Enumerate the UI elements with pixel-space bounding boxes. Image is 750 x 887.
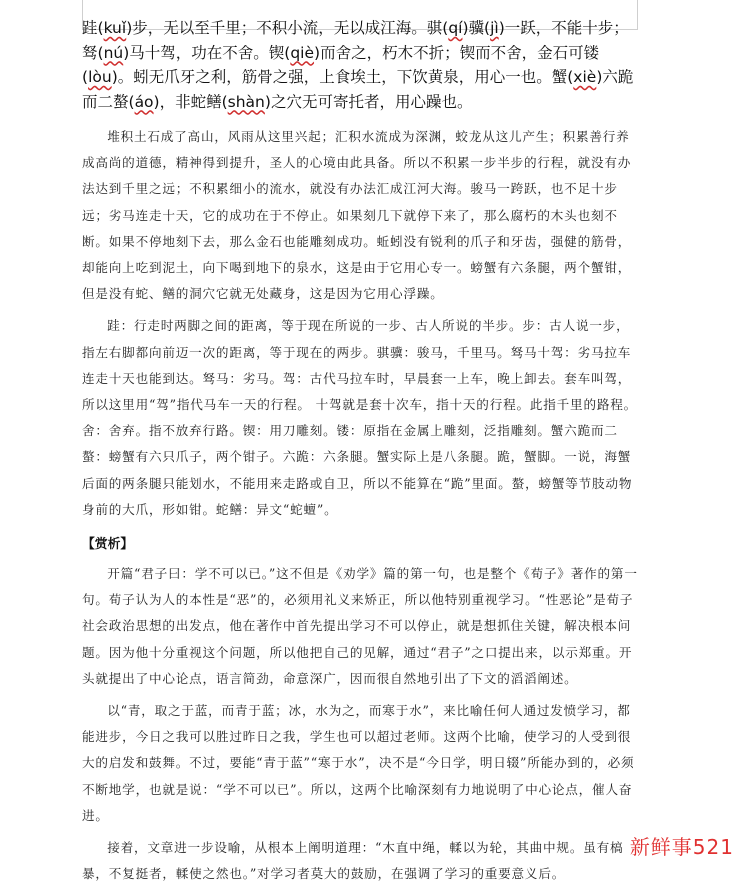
original-text-segment: )而舍之，朽木不折；锲而不舍，金石可镂(	[82, 43, 600, 86]
original-text-segment: )六跪而二螯(	[82, 68, 634, 111]
original-text-segment: )，非蛇鳝(	[153, 92, 228, 111]
original-text-segment: 跬(	[82, 19, 104, 37]
analysis-paragraph-1: 开篇“君子曰：学不可以已。”这不但是《劝学》篇的第一句，也是整个《荀子》著作的第一句。荀子认为人的本性是“恶”的，必须用礼义来矫正，所以他特别重视学习。“性恶论”是荀子社会政治思想的出发点，他在著作中首先提出学习不可以停止，就是想抓住关键，解决根本问题。因为他十分重视这个问题，所以他把自己的见解，通过“君子”之口提出来，以示郑重。开头就提出了中心论点，语言简劲，命意深广，因而很自然地引出了下文的滔滔阐述。	[82, 566, 638, 686]
pinyin-annotation: qiè	[290, 43, 315, 62]
pinyin-annotation: jì	[490, 19, 499, 37]
original-text-segment: )步，无以至千里；不积小流，无以成江海。骐(	[126, 19, 449, 37]
pinyin-annotation: lòu	[88, 68, 112, 86]
analysis-paragraph-3: 接着，文章进一步设喻，从根本上阐明道理：“木直中绳，輮以为轮，其曲中规。虽有槁暴，不复挺者，輮使之然也。”对学习者莫大的鼓励，在强调了学习的重要意义后。	[82, 840, 624, 882]
original-text-segment: )骥(	[462, 19, 491, 37]
pinyin-annotation: shàn	[227, 92, 265, 111]
pinyin-annotation: xiè	[573, 68, 597, 86]
document-body	[82, 16, 642, 887]
analysis-heading: 【赏析】	[82, 537, 134, 553]
translation-paragraph: 堆积土石成了高山，风雨从这里兴起；汇积水流成为深渊，蛟龙从这儿产生；积累善行养成高尚的道德，精神得到提升，圣人的心境由此具备。所以不积累一步半步的行程，就没有办法达到千里之远；不积累细小的流水，就没有办法汇成江河大海。骏马一跨跃，也不足十步远；劣马连走十天，它的成功在于不停止。如果刻几下就停下来了，那么腐朽的木头也刻不断。如果不停地刻下去，那么金石也能雕刻成功。蚯蚓没有锐利的爪子和牙齿，强健的筋骨，却能向上吃到泥土，向下喝到地下的泉水，这是由于它用心专一。螃蟹有六条腿，两个蟹钳，但是没有蛇、鳝的洞穴它就无处藏身，这是因为它用心浮躁。	[82, 129, 632, 302]
pinyin-annotation: kuǐ	[103, 19, 127, 37]
original-text-paragraph	[82, 16, 642, 114]
original-text-segment: )之穴无可寄托者，用心躁也。	[264, 92, 473, 111]
original-text-segment: )一跃，不能十步；驽(	[82, 19, 629, 62]
pinyin-annotation: nú	[103, 43, 124, 62]
original-text-segment: )。蚓无爪牙之利，筋骨之强，上食埃土，下饮黄泉，用心一也。蟹(	[111, 68, 574, 86]
watermark-logo: 新鲜事521	[626, 831, 738, 860]
analysis-paragraph-2: 以“青，取之于蓝，而青于蓝；冰，水为之，而寒于水”，来比喻任何人通过发愤学习，都能进步，今日之我可以胜过昨日之我，学生也可以超过老师。这两个比喻，使学习的人受到很大的启发和鼓舞。不过，要能“青于蓝”“寒于水”，决不是“今日学，明日辍”所能办到的，必须不断地学，也就是说：“学不可以已”。所以，这两个比喻深刻有力地说明了中心论点，催人奋进。	[82, 703, 635, 823]
notes-paragraph: 跬：行走时两脚之间的距离，等于现在所说的一步、古人所说的半步。步：古人说一步，指左右脚都向前迈一次的距离，等于现在的两步。骐骥：骏马，千里马。驽马十驾：劣马拉车连走十天也能到达。驽马：劣马。驾：古代马拉车时，早晨套一上车，晚上卸去。套车叫驾，所以这里用“驾”指代马车一天的行程。 十驾就是套十次车，指十天的行程。此指千里的路程。舍：舍弃。指不放弃行路。锲：用刀雕刻。镂：原指在金属上雕刻，泛指雕刻。蟹六跪而二螯：螃蟹有六只爪子，两个钳子。六跪：六条腿。蟹实际上是八条腿。跪，蟹脚。一说，海蟹后面的两条腿只能划水，不能用来走路或自卫，所以不能算在“跪”里面。螯，螃蟹等节肢动物身前的大爪，形如钳。蛇鳝：异文“蛇蟺”。	[82, 318, 638, 517]
pinyin-annotation: qí	[448, 19, 463, 37]
original-text-segment: )马十驾，功在不舍。锲(	[123, 43, 291, 62]
pinyin-annotation: áo	[134, 92, 154, 111]
